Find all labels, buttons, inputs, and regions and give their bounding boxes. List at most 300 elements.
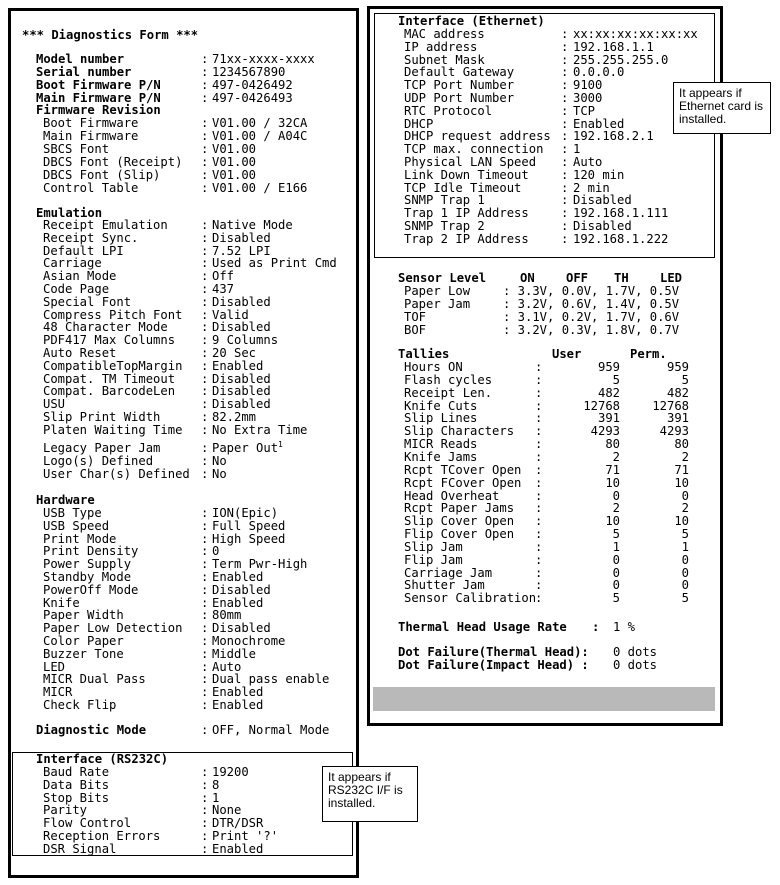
ethernet-row-value: Enabled xyxy=(573,116,625,131)
ethernet-row-value: 2 min xyxy=(573,180,610,195)
emulation-row-label: Asian Mode xyxy=(43,269,117,284)
rs232c-row-label: Data Bits xyxy=(43,777,110,792)
rs232c-row-value: DTR/DSR xyxy=(212,816,264,831)
hardware-row-label: Check Flip xyxy=(43,698,117,712)
rs232c-row-colon: : xyxy=(201,765,209,779)
emulation-row-colon: : xyxy=(201,397,209,412)
tally-label: Slip Lines xyxy=(404,411,478,426)
emulation-row-colon: : xyxy=(201,441,209,455)
rs232c-row-label: Baud Rate xyxy=(43,765,110,779)
ethernet-row-value: 9100 xyxy=(573,78,603,93)
tally-perm-value: 0 xyxy=(681,578,689,593)
emulation-row-colon: : xyxy=(201,410,209,424)
tally-user-value: 80 xyxy=(605,437,620,452)
tally-user-value: 0 xyxy=(612,578,620,593)
rs232c-row-label: Parity xyxy=(43,803,88,818)
ethernet-row-colon: : xyxy=(561,116,569,131)
tally-perm-value: 4293 xyxy=(659,424,689,439)
hardware-row-colon: : xyxy=(201,634,209,648)
emulation-row-colon: : xyxy=(201,256,209,271)
id-row-label: Model number xyxy=(36,52,125,66)
tally-user-value: 5 xyxy=(612,591,620,606)
emulation-heading: Emulation xyxy=(36,206,103,220)
rs232c-row-colon: : xyxy=(201,841,209,856)
tally-user-value: 1 xyxy=(612,539,620,554)
tallies-user-heading: User xyxy=(552,347,582,361)
hardware-row-value: Disabled xyxy=(212,582,271,597)
firmware-revision-heading: Firmware Revision xyxy=(36,103,161,117)
emulation-row-label: PDF417 Max Columns xyxy=(43,333,176,348)
tally-label: Slip Cover Open xyxy=(404,514,515,529)
form-title: *** Diagnostics Form *** xyxy=(22,28,199,42)
ethernet-note: It appears if Ethernet card is installed. xyxy=(673,82,771,134)
diagnostic-mode-label: Diagnostic Mode xyxy=(36,723,147,737)
ethernet-row-colon: : xyxy=(561,65,569,80)
id-row-value: 1234567890 xyxy=(212,64,286,79)
hardware-row-colon: : xyxy=(201,595,209,610)
id-row-colon: : xyxy=(201,64,209,79)
emulation-row-colon: : xyxy=(201,466,209,481)
tally-label: Knife Jams xyxy=(404,449,478,464)
emulation-row-colon: : xyxy=(201,230,209,245)
sensor-row-values: : 3.3V, 0.0V, 1.7V, 0.5V xyxy=(503,284,680,298)
ethernet-row-colon: : xyxy=(561,91,569,105)
hardware-row-value: Enabled xyxy=(212,570,264,584)
tally-perm-value: 5 xyxy=(681,591,689,606)
tally-colon: : xyxy=(535,552,543,567)
thermal-usage-label: Thermal Head Usage Rate xyxy=(398,620,567,634)
firmware-row-label: Main Firmware xyxy=(43,128,139,143)
diagnostic-mode-value: OFF, Normal Mode xyxy=(212,723,330,737)
emulation-row-value: Off xyxy=(212,269,235,284)
rs232c-row-label: DSR Signal xyxy=(43,841,117,856)
emulation-row-label: Slip Print Width xyxy=(43,410,161,424)
ethernet-row-label: SNMP Trap 2 xyxy=(404,219,485,233)
ethernet-row-value: 255.255.255.0 xyxy=(573,52,669,67)
tally-perm-value: 2 xyxy=(681,501,689,516)
firmware-row-colon: : xyxy=(201,154,209,169)
tally-label: Rcpt FCover Open xyxy=(404,475,522,490)
dot-failure-thermal-value: 0 dots xyxy=(613,645,658,659)
emulation-row-value: 7.52 LPI xyxy=(212,243,271,258)
ethernet-row-colon: : xyxy=(561,129,569,144)
emulation-row-label: Special Font xyxy=(43,294,132,309)
tally-user-value: 12768 xyxy=(583,398,620,413)
ethernet-row-colon: : xyxy=(561,142,569,157)
tally-perm-value: 71 xyxy=(674,462,689,477)
emulation-row-value: Disabled xyxy=(212,230,271,245)
sensor-row-label: BOF xyxy=(404,322,427,337)
ethernet-row-colon: : xyxy=(561,103,569,118)
hardware-row-label: USB Speed xyxy=(43,518,110,533)
tally-perm-value: 0 xyxy=(681,552,689,567)
emulation-row-colon: : xyxy=(201,307,209,322)
hardware-row-colon: : xyxy=(201,506,209,520)
tally-user-value: 5 xyxy=(612,372,620,387)
ethernet-row-value: 1 xyxy=(573,142,581,157)
tally-colon: : xyxy=(535,514,543,529)
tally-colon: : xyxy=(535,411,543,426)
hardware-row-label: MICR xyxy=(43,685,73,700)
emulation-row-label: Compress Pitch Font xyxy=(43,307,183,322)
firmware-row-colon: : xyxy=(201,180,209,195)
tally-colon: : xyxy=(535,565,543,580)
tallies-heading: Tallies xyxy=(398,347,450,361)
tally-user-value: 2 xyxy=(612,501,620,516)
tally-label: Flip Cover Open xyxy=(404,527,515,542)
ethernet-row-label: IP address xyxy=(404,39,478,54)
emulation-row-colon: : xyxy=(201,294,209,309)
ethernet-row-label: Default Gateway xyxy=(404,65,515,80)
tally-label: Carriage Jam xyxy=(404,565,493,580)
hardware-row-colon: : xyxy=(201,531,209,546)
ethernet-row-value: xx:xx:xx:xx:xx:xx xyxy=(573,27,698,41)
firmware-row-value: V01.00 / A04C xyxy=(212,128,308,143)
emulation-row-colon: : xyxy=(201,346,209,360)
hardware-row-colon: : xyxy=(201,698,209,712)
hardware-row-colon: : xyxy=(201,659,209,674)
firmware-row-label: SBCS Font xyxy=(43,141,110,156)
tally-perm-value: 0 xyxy=(681,565,689,580)
emulation-row-label: Platen Waiting Time xyxy=(43,422,183,437)
emulation-row-label: Default LPI xyxy=(43,243,124,258)
dot-failure-impact-value: 0 dots xyxy=(613,658,658,672)
hardware-row-colon: : xyxy=(201,557,209,572)
emulation-row-value: Disabled xyxy=(212,294,271,309)
emulation-row-label: Receipt Emulation xyxy=(43,218,168,232)
tally-perm-value: 10 xyxy=(674,475,689,490)
sensor-col-led: LED xyxy=(660,271,683,285)
tally-label: MICR Reads xyxy=(404,437,478,452)
emulation-row-value: No xyxy=(212,466,227,481)
hardware-row-colon: : xyxy=(201,570,209,584)
tally-label: Slip Jam xyxy=(404,539,463,554)
firmware-row-label: DBCS Font (Slip) xyxy=(43,167,161,182)
ethernet-row-value: 192.168.1.1 xyxy=(573,39,654,54)
hardware-heading: Hardware xyxy=(36,493,95,507)
tally-user-value: 0 xyxy=(612,488,620,503)
emulation-row-label: CompatibleTopMargin xyxy=(43,358,183,373)
thermal-usage-colon: : xyxy=(592,620,600,634)
emulation-row-colon: : xyxy=(201,384,209,399)
tally-colon: : xyxy=(535,527,543,542)
emulation-row-colon: : xyxy=(201,333,209,348)
tally-user-value: 391 xyxy=(597,411,620,426)
tally-colon: : xyxy=(535,424,543,439)
rs232c-row-value: Print '?' xyxy=(212,829,279,843)
ethernet-row-value: 192.168.2.1 xyxy=(573,129,654,144)
hardware-row-label: PowerOff Mode xyxy=(43,582,139,597)
hardware-row-value: 0 xyxy=(212,544,220,559)
emulation-row-colon: : xyxy=(201,269,209,284)
ethernet-row-value: 0.0.0.0 xyxy=(573,65,625,80)
firmware-row-label: Boot Firmware xyxy=(43,116,139,130)
emulation-row-value: Disabled xyxy=(212,371,271,386)
firmware-row-colon: : xyxy=(201,141,209,156)
ethernet-row-label: Physical LAN Speed xyxy=(404,155,537,169)
firmware-row-colon: : xyxy=(201,116,209,130)
hardware-row-colon: : xyxy=(201,582,209,597)
tally-user-value: 959 xyxy=(597,360,620,374)
ethernet-row-label: DHCP xyxy=(404,116,434,131)
rs232c-row-label: Stop Bits xyxy=(43,790,110,805)
tally-colon: : xyxy=(535,591,543,606)
hardware-row-label: USB Type xyxy=(43,506,102,520)
firmware-row-value: V01.00 xyxy=(212,141,257,156)
sensor-col-on: ON xyxy=(520,271,535,285)
tally-label: Flip Jam xyxy=(404,552,463,567)
rs232c-row-value: Enabled xyxy=(212,841,264,856)
tally-colon: : xyxy=(535,398,543,413)
sensor-row-values: : 3.2V, 0.6V, 1.4V, 0.5V xyxy=(503,296,680,311)
emulation-row-value: 437 xyxy=(212,282,235,296)
rs232c-row-colon: : xyxy=(201,816,209,831)
ethernet-row-colon: : xyxy=(561,167,569,182)
thermal-usage-value: 1 % xyxy=(613,620,636,634)
hardware-row-colon: : xyxy=(201,646,209,661)
emulation-row-label: Carriage xyxy=(43,256,102,271)
hardware-row-label: MICR Dual Pass xyxy=(43,672,146,687)
emulation-row-value: 82.2mm xyxy=(212,410,257,424)
hardware-row-colon: : xyxy=(201,621,209,636)
emulation-row-label: Receipt Sync. xyxy=(43,230,139,245)
emulation-row-value: Native Mode xyxy=(212,218,293,232)
hardware-row-value: Dual pass enable xyxy=(212,672,330,687)
emulation-row-value: Disabled xyxy=(212,384,271,399)
emulation-row-label: Code Page xyxy=(43,282,110,296)
tally-label: Head Overheat xyxy=(404,488,500,503)
emulation-row-colon: : xyxy=(201,358,209,373)
tally-user-value: 4293 xyxy=(590,424,620,439)
ethernet-row-value: TCP xyxy=(573,103,596,118)
hardware-row-value: Middle xyxy=(212,646,257,661)
firmware-row-colon: : xyxy=(201,167,209,182)
ethernet-row-label: UDP Port Number xyxy=(404,91,515,105)
emulation-row-value: Paper Out$^1$ xyxy=(212,439,283,455)
hardware-row-label: Color Paper xyxy=(43,634,124,648)
rs232c-row-colon: : xyxy=(201,777,209,792)
tally-perm-value: 80 xyxy=(674,437,689,452)
hardware-row-value: 80mm xyxy=(212,608,242,623)
hardware-row-label: Buzzer Tone xyxy=(43,646,124,661)
ethernet-row-label: TCP Idle Timeout xyxy=(404,180,522,195)
id-row-label: Boot Firmware P/N xyxy=(36,77,161,92)
sensor-col-th: TH xyxy=(614,271,629,285)
hardware-row-label: Paper Low Detection xyxy=(43,621,183,636)
sensor-row-label: TOF xyxy=(404,309,427,324)
emulation-row-value: Used as Print Cmd xyxy=(212,256,337,271)
emulation-row-colon: : xyxy=(201,218,209,232)
id-row-label: Main Firmware P/N xyxy=(36,90,161,105)
rs232c-row-label: Flow Control xyxy=(43,816,132,831)
hardware-row-value: Enabled xyxy=(212,685,264,700)
ethernet-row-value: Auto xyxy=(573,155,603,169)
tally-colon: : xyxy=(535,488,543,503)
ethernet-row-value: 192.168.1.222 xyxy=(573,231,669,246)
tally-perm-value: 5 xyxy=(681,527,689,542)
ethernet-row-label: DHCP request address xyxy=(404,129,551,144)
sensor-level-heading: Sensor Level xyxy=(398,271,487,285)
tally-perm-value: 2 xyxy=(681,449,689,464)
ethernet-row-label: Subnet Mask xyxy=(404,52,485,67)
footnote-marker: 1 xyxy=(278,439,283,449)
tally-label: Sensor Calibration xyxy=(404,591,537,606)
ethernet-row-value: 120 min xyxy=(573,167,625,182)
ethernet-heading: Interface (Ethernet) xyxy=(398,14,545,28)
ethernet-row-colon: : xyxy=(561,206,569,221)
tally-label: Knife Cuts xyxy=(404,398,478,413)
emulation-row-colon: : xyxy=(201,371,209,386)
ethernet-row-label: TCP max. connection xyxy=(404,142,544,157)
emulation-row-value: No Extra Time xyxy=(212,422,308,437)
tally-user-value: 0 xyxy=(612,565,620,580)
tally-colon: : xyxy=(535,449,543,464)
tear-bar xyxy=(373,687,715,711)
ethernet-row-colon: : xyxy=(561,78,569,93)
hardware-row-label: Knife xyxy=(43,595,80,610)
tally-user-value: 0 xyxy=(612,552,620,567)
tally-colon: : xyxy=(535,385,543,400)
emulation-row-value: 9 Columns xyxy=(212,333,279,348)
ethernet-row-colon: : xyxy=(561,180,569,195)
hardware-row-colon: : xyxy=(201,608,209,623)
tally-perm-value: 5 xyxy=(681,372,689,387)
ethernet-row-label: RTC Protocol xyxy=(404,103,493,118)
ethernet-row-value: Disabled xyxy=(573,219,632,233)
firmware-row-value: V01.00 / E166 xyxy=(212,180,308,195)
rs232c-heading: Interface (RS232C) xyxy=(36,752,169,766)
hardware-row-label: LED xyxy=(43,659,66,674)
tally-colon: : xyxy=(535,578,543,593)
hardware-row-label: Print Density xyxy=(43,544,139,559)
tally-colon: : xyxy=(535,475,543,490)
ethernet-row-label: Link Down Timeout xyxy=(404,167,529,182)
tally-colon: : xyxy=(535,437,543,452)
id-row-value: 497-0426492 xyxy=(212,77,293,92)
emulation-row-value: Enabled xyxy=(212,358,264,373)
emulation-row-colon: : xyxy=(201,320,209,335)
tally-label: Slip Characters xyxy=(404,424,515,439)
tally-colon: : xyxy=(535,539,543,554)
hardware-row-value: Enabled xyxy=(212,595,264,610)
id-row-value: 497-0426493 xyxy=(212,90,293,105)
hardware-row-value: Disabled xyxy=(212,621,271,636)
emulation-row-value: Disabled xyxy=(212,320,271,335)
ethernet-row-label: SNMP Trap 1 xyxy=(404,193,485,208)
firmware-row-value: V01.00 xyxy=(212,154,257,169)
tally-user-value: 5 xyxy=(612,527,620,542)
ethernet-row-colon: : xyxy=(561,193,569,208)
id-row-colon: : xyxy=(201,77,209,92)
tally-perm-value: 10 xyxy=(674,514,689,529)
ethernet-row-colon: : xyxy=(561,219,569,233)
firmware-row-value: V01.00 xyxy=(212,167,257,182)
tally-user-value: 71 xyxy=(605,462,620,477)
emulation-row-label: Logo(s) Defined xyxy=(43,453,154,468)
rs232c-row-value: None xyxy=(212,803,242,818)
emulation-row-value: Disabled xyxy=(212,397,271,412)
rs232c-row-colon: : xyxy=(201,829,209,843)
emulation-row-colon: : xyxy=(201,282,209,296)
id-row-colon: : xyxy=(201,52,209,66)
ethernet-row-label: Trap 2 IP Address xyxy=(404,231,529,246)
tally-label: Hours ON xyxy=(404,360,463,374)
firmware-row-label: Control Table xyxy=(43,180,139,195)
tally-perm-value: 0 xyxy=(681,488,689,503)
tally-colon: : xyxy=(535,360,543,374)
ethernet-row-colon: : xyxy=(561,52,569,67)
emulation-row-label: Compat. TM Timeout xyxy=(43,371,176,386)
ethernet-row-label: Trap 1 IP Address xyxy=(404,206,529,221)
ethernet-row-value: 3000 xyxy=(573,91,603,105)
ethernet-row-label: TCP Port Number xyxy=(404,78,515,93)
hardware-row-value: Enabled xyxy=(212,698,264,712)
emulation-row-label: Compat. BarcodeLen xyxy=(43,384,176,399)
firmware-row-value: V01.00 / 32CA xyxy=(212,116,308,130)
rs232c-row-value: 19200 xyxy=(212,765,249,779)
ethernet-row-colon: : xyxy=(561,231,569,246)
rs232c-row-value: 8 xyxy=(212,777,220,792)
sensor-row-label: Paper Jam xyxy=(404,296,471,311)
hardware-row-label: Standby Mode xyxy=(43,570,132,584)
tally-label: Shutter Jam xyxy=(404,578,485,593)
tally-user-value: 2 xyxy=(612,449,620,464)
tally-perm-value: 1 xyxy=(681,539,689,554)
ethernet-row-value: Disabled xyxy=(573,193,632,208)
emulation-row-label: Legacy Paper Jam xyxy=(43,441,161,455)
ethernet-row-colon: : xyxy=(561,39,569,54)
emulation-row-label: USU xyxy=(43,397,66,412)
hardware-row-colon: : xyxy=(201,685,209,700)
hardware-row-value: High Speed xyxy=(212,531,286,546)
hardware-row-colon: : xyxy=(201,518,209,533)
hardware-row-label: Power Supply xyxy=(43,557,132,572)
hardware-row-value: Monochrome xyxy=(212,634,286,648)
emulation-row-value: Valid xyxy=(212,307,249,322)
tally-perm-value: 482 xyxy=(666,385,689,400)
emulation-row-value: No xyxy=(212,453,227,468)
tally-colon: : xyxy=(535,501,543,516)
rs232c-row-colon: : xyxy=(201,803,209,818)
tallies-perm-heading: Perm. xyxy=(630,347,667,361)
sensor-col-off: OFF xyxy=(566,271,589,285)
hardware-row-colon: : xyxy=(201,672,209,687)
emulation-row-value: 20 Sec xyxy=(212,346,257,360)
rs232c-note: It appears if RS232C I/F is installed. xyxy=(322,766,418,822)
tally-perm-value: 959 xyxy=(666,360,689,374)
emulation-row-colon: : xyxy=(201,422,209,437)
firmware-row-label: DBCS Font (Receipt) xyxy=(43,154,183,169)
rs232c-row-value: 1 xyxy=(212,790,220,805)
id-row-value: 71xx-xxxx-xxxx xyxy=(212,52,315,66)
emulation-row-label: 48 Character Mode xyxy=(43,320,168,335)
tally-user-value: 10 xyxy=(605,514,620,529)
emulation-row-colon: : xyxy=(201,453,209,468)
sensor-row-label: Paper Low xyxy=(404,284,471,298)
tally-label: Rcpt TCover Open xyxy=(404,462,522,477)
id-row-label: Serial number xyxy=(36,64,132,79)
hardware-row-colon: : xyxy=(201,544,209,559)
dot-failure-thermal-label: Dot Failure(Thermal Head): xyxy=(398,645,589,659)
ethernet-row-colon: : xyxy=(561,27,569,41)
dot-failure-impact-label: Dot Failure(Impact Head) : xyxy=(398,658,589,672)
hardware-row-value: Full Speed xyxy=(212,518,286,533)
ethernet-row-value: 192.168.1.111 xyxy=(573,206,669,221)
tally-perm-value: 12768 xyxy=(652,398,689,413)
tally-colon: : xyxy=(535,372,543,387)
tally-colon: : xyxy=(535,462,543,477)
tally-user-value: 482 xyxy=(597,385,620,400)
